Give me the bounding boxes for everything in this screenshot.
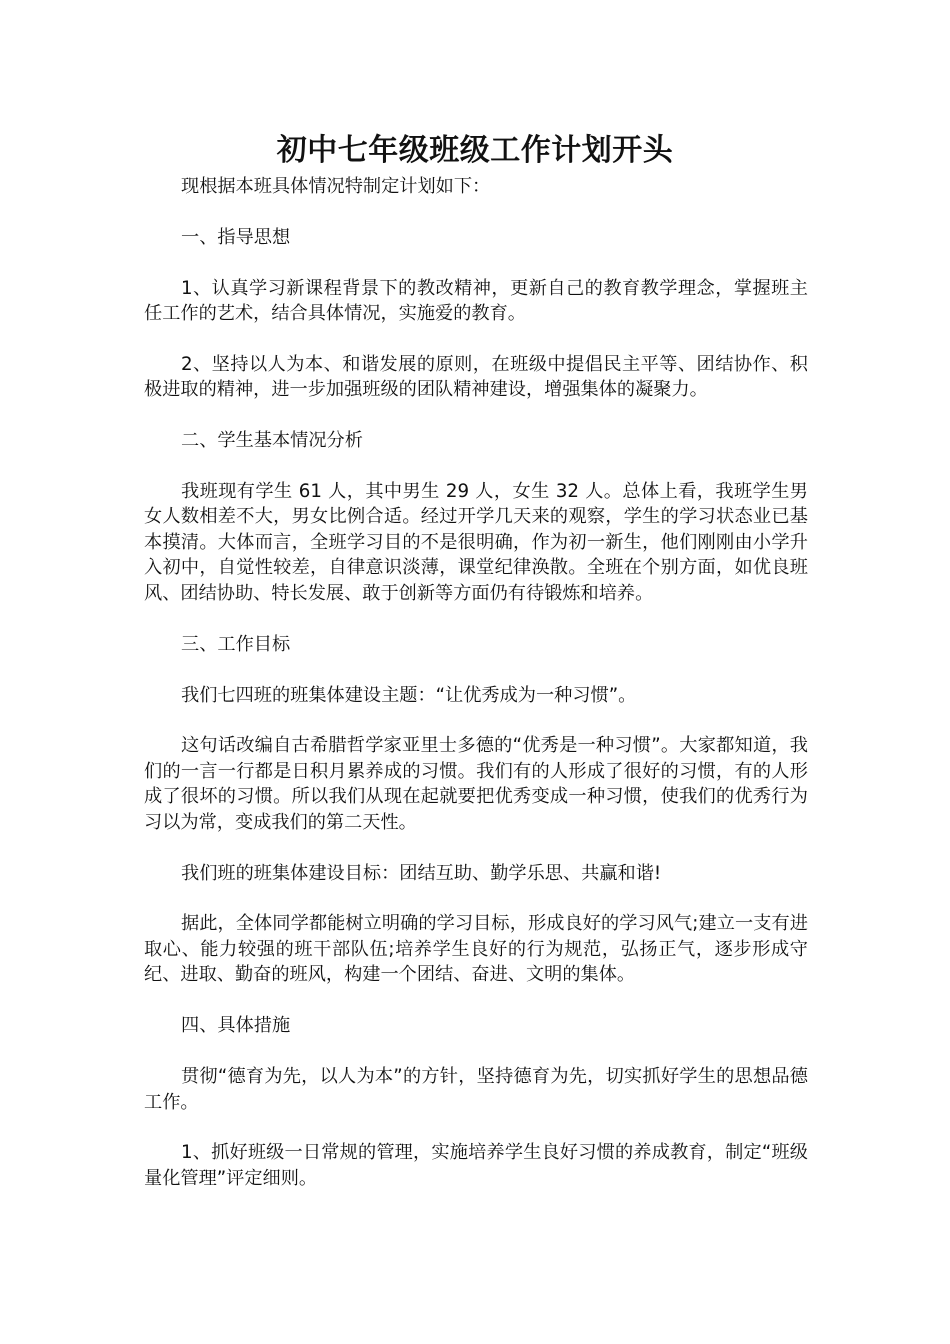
paragraph: 我班现有学生 61 人，其中男生 29 人，女生 32 人。总体上看，我班学生男女人数相差不大，男女比例合适。经过开学几天来的观察，学生的学习状态业已基本摸清。大体而言，全班学习目的不是很明确，作为初一新生，他们刚刚由小学升入初中，自觉性较差，自律意识淡薄，课堂纪律涣散。全班在个别方面，如优良班风、团结协助、特长发展、敢于创新等方面仍有待锻炼和培养。 (144, 480, 808, 604)
document-body (144, 174, 808, 1191)
paragraph: 2、坚持以人为本、和谐发展的原则，在班级中提倡民主平等、团结协作、积极进取的精神，进一步加强班级的团队精神建设，增强集体的凝聚力。 (144, 353, 808, 401)
paragraph: 这句话改编自古希腊哲学家亚里士多德的“优秀是一种习惯”。大家都知道，我们的一言一行都是日积月累养成的习惯。我们有的人形成了很好的习惯，有的人形成了很坏的习惯。所以我们从现在起就要把优秀变成一种习惯，使我们的优秀行为习以为常，变成我们的第二天性。 (144, 735, 808, 833)
paragraph-intro: 现根据本班具体情况特制定计划如下： (181, 176, 491, 197)
paragraph: 我们班的班集体建设目标：团结互助、勤学乐思、共赢和谐! (181, 862, 662, 884)
paragraph: 1、认真学习新课程背景下的教改精神，更新自己的教育教学理念，掌握班主任工作的艺术，结合具体情况，实施爱的教育。 (144, 277, 808, 325)
paragraph: 我们七四班的班集体建设主题：“让优秀成为一种习惯”。 (181, 684, 637, 706)
paragraph: 1、抓好班级一日常规的管理，实施培养学生良好习惯的养成教育，制定“班级量化管理”评定细则。 (144, 1142, 808, 1189)
paragraph: 据此，全体同学都能树立明确的学习目标，形成良好的学习风气;建立一支有进取心、能力较强的班干部队伍;培养学生良好的行为规范，弘扬正气，逐步形成守纪、进取、勤奋的班风，构建一个团结、奋进、文明的集体。 (144, 913, 808, 986)
document-title: 初中七年级班级工作计划开头 (276, 133, 674, 168)
paragraph: 贯彻“德育为先，以人为本”的方针，坚持德育为先，切实抓好学生的思想品德工作。 (144, 1066, 808, 1113)
section-heading-measures: 四、具体措施 (181, 1015, 291, 1037)
section-heading-work-goals: 三、工作目标 (181, 633, 291, 655)
section-heading-guiding-ideology: 一、指导思想 (181, 226, 291, 248)
section-heading-student-analysis: 二、学生基本情况分析 (181, 430, 363, 452)
